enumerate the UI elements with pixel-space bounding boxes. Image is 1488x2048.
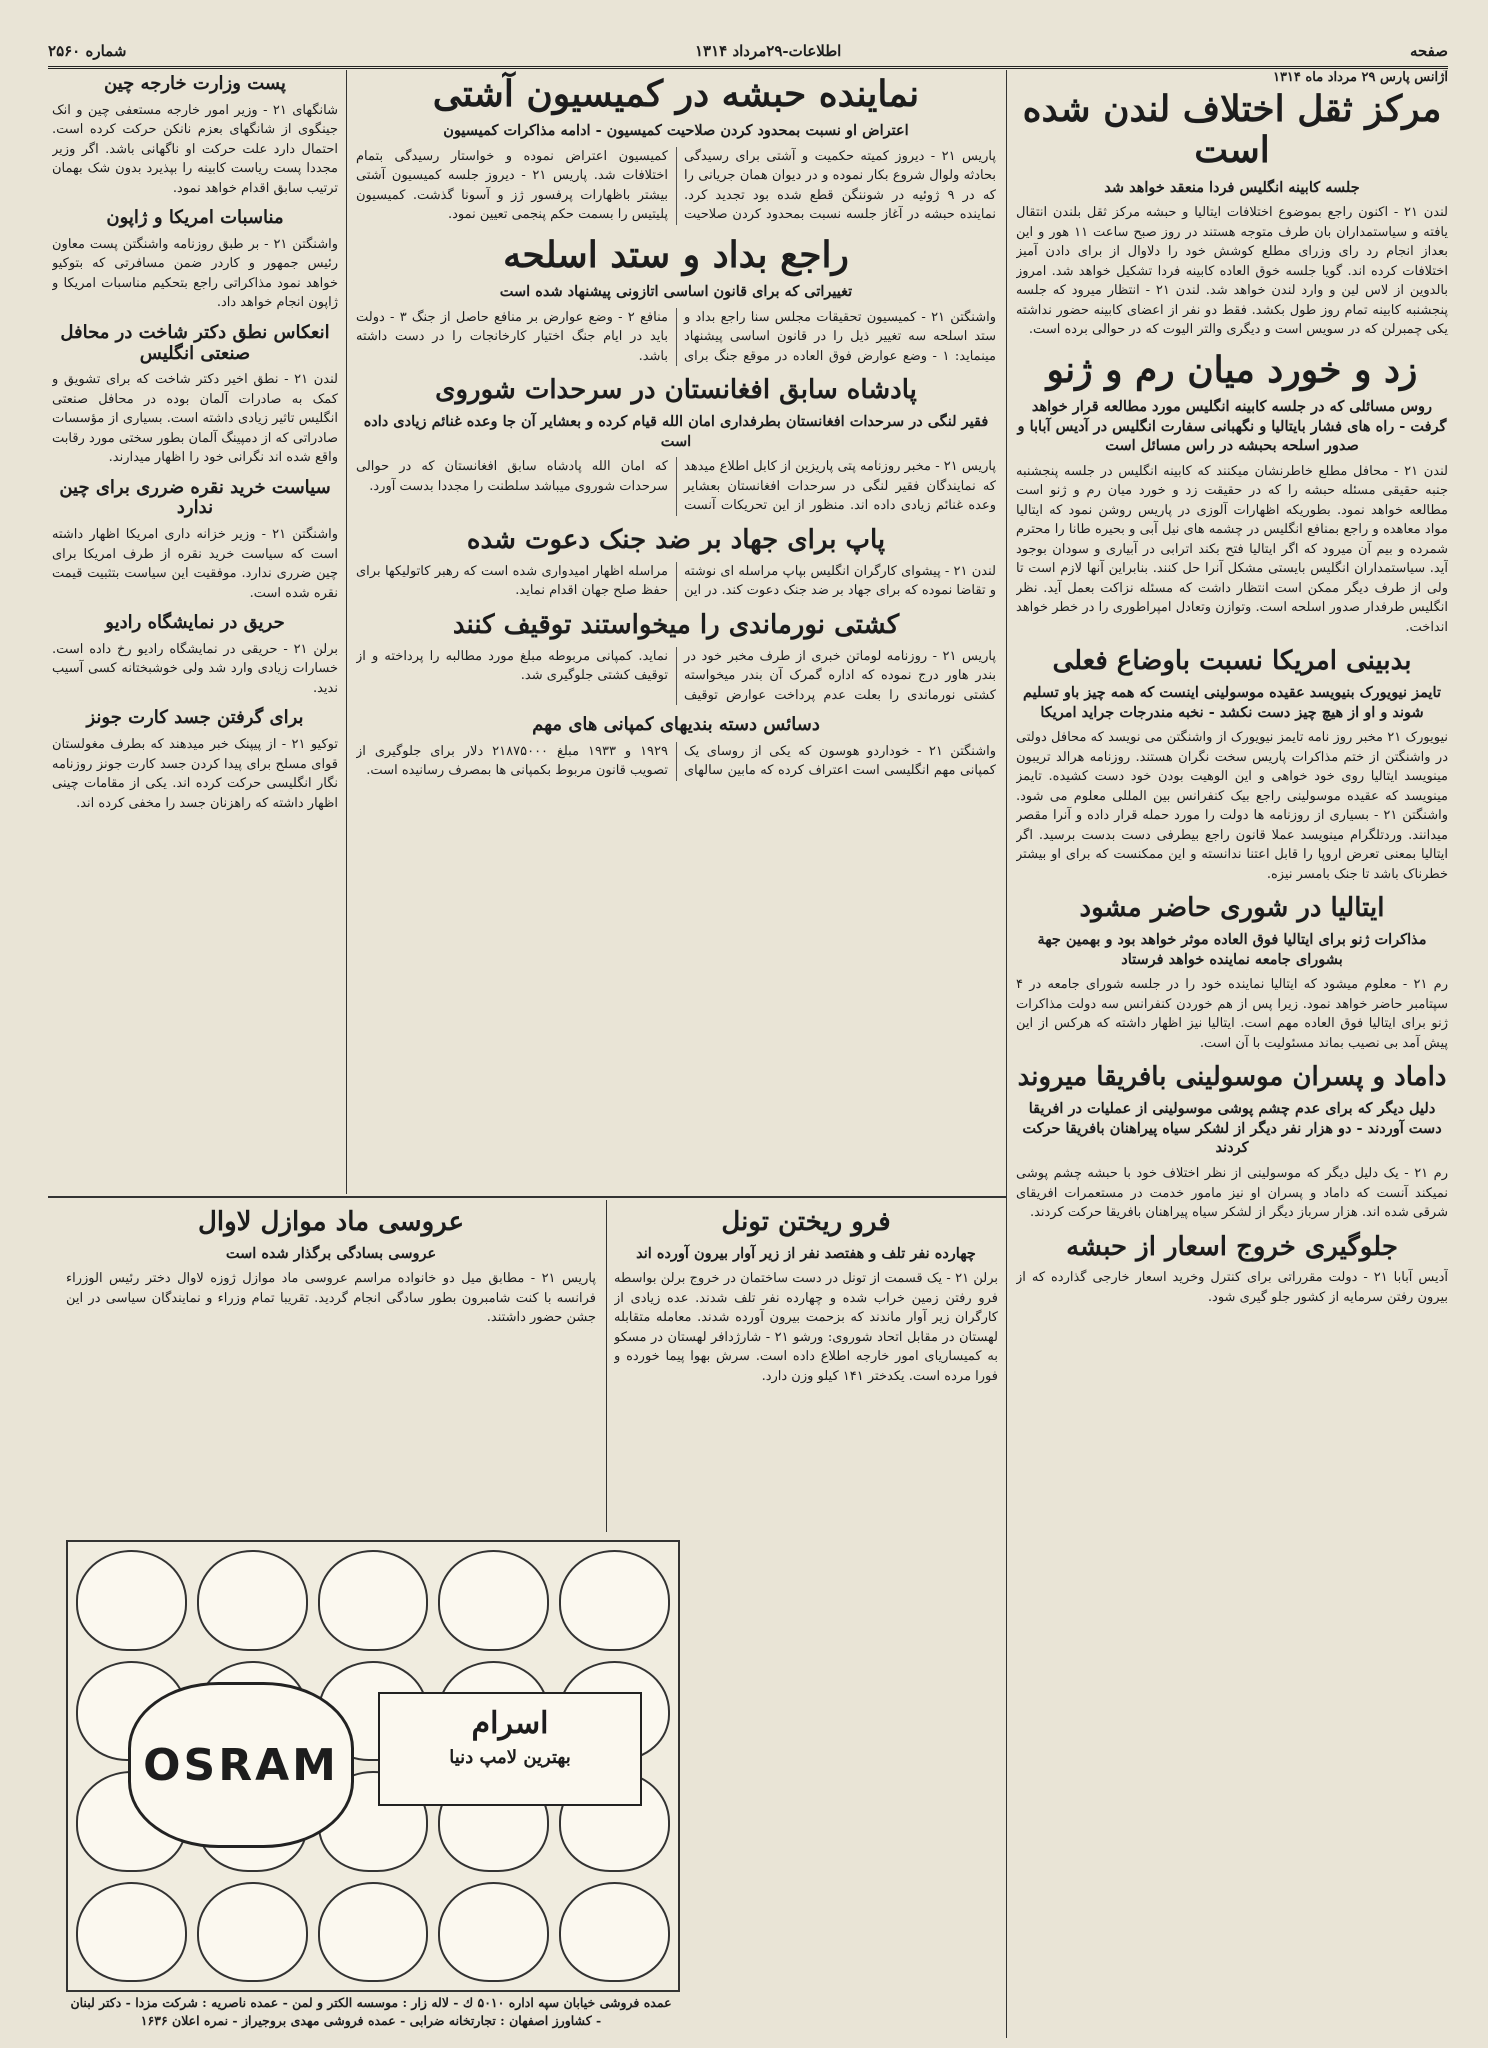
right-column: [1016, 70, 1448, 2038]
article-body: لندن ۲۱ - نطق اخیر دکتر شاخت که برای تشویق و کمک به صادرات آلمان بوده در محافل صنعتی انگلیس تاثیر زیادی داشته است. بسیاری از مؤسسات صادراتی که از دمپینگ آلمان بطور سختی مورد رقابت واقع شده اند نگرانی خود را اظهار میدارند.: [52, 372, 338, 466]
masthead: [48, 20, 1448, 69]
lightbulb-icon: [438, 1550, 549, 1651]
headline: سیاست خرید نقره ضرری برای چین ندارد: [59, 476, 331, 519]
lightbulb-icon: [197, 1550, 308, 1651]
headline: بدبینی امریکا نسبت باوضاع فعلی: [1052, 646, 1412, 677]
subheadline: چهارده نفر تلف و هفتصد نفر از زیر آوار بیرون آورده اند: [636, 1244, 976, 1262]
article-tunnel-collapse: [614, 1208, 998, 1386]
subheadline: دلیل دیگر که برای عدم چشم پوشی موسولینی از عملیات در افریقا دست آوردند - دو هزار نفر دیگر از لشکر سیاه پیراهنان بافریقا حرکت کردند: [1022, 1100, 1442, 1157]
issue-number: شماره ۲۵۶۰: [48, 42, 127, 60]
article-body: آدیس آبابا ۲۱ - دولت مقرراتی برای کنترل وخرید اسعار خارجی گذارده که از بیرون رفتن سرمایه از کشور جلو گیری شود.: [1016, 1270, 1448, 1305]
article-china-foreign-ministry: [52, 74, 338, 198]
headline: مناسبات امریکا و ژاپون: [106, 207, 284, 229]
subheadline: فقیر لنگی در سرحدات افغانستان بطرفداری امان الله قیام کرده و بعشایر آن جا وعده غنائم زیادی داده است: [363, 413, 989, 450]
lightbulb-icon: [559, 1550, 670, 1651]
lightbulb-icon: [318, 1882, 429, 1983]
headline: جلوگیری خروج اسعار از حبشه: [1066, 1231, 1398, 1262]
article-schacht-speech: [52, 323, 338, 468]
article-america-pessimism: [1016, 647, 1448, 884]
article-mussolini-sons: [1016, 1063, 1448, 1222]
lightbulb-icon: [559, 1882, 670, 1983]
subheadline: مذاکرات ژنو برای ایتالیا فوق العاده موثر خواهد بود و بهمین جهة بشورای جامعه نماینده خواهد فرستاد: [1037, 931, 1427, 968]
article-body: واشنگتن ۲۱ - بر طبق روزنامه واشنگتن پست معاون رئیس جمهور و کاردر ضمن مسافرتی که بتوکیو خواهد نمود مذاکراتی راجع بتحکیم مناسبات امریکا و ژاپون انجام خواهد داد.: [52, 236, 338, 311]
article-radio-fire: [52, 613, 338, 698]
ad-text-box: [378, 1692, 642, 1806]
headline: زد و خورد میان رم و ژنو: [1046, 348, 1418, 391]
left-column: [52, 70, 338, 1190]
article-body: رم ۲۱ - معلوم میشود که ایتالیا نماینده خود را در جلسه شورای جامعه در ۴ سپتامبر حاضر خواهد نمود. زیرا پس از هم خوردن کنفرانس سه دولت مذاکرات ژنو برای ایتالیا فوق العاده مهم است. ایتالیا نیز اظهار داشته که هرکس از این پیش آمد بی نصیب بماند مسئولیت با آن است.: [1016, 977, 1448, 1051]
lightbulb-icon: [197, 1882, 308, 1983]
headline: کشتی نورماندی را میخواستند توقیف کنند: [452, 609, 900, 640]
article-body: شانگهای ۲۱ - وزیر امور خارجه مستعفی چین و انک جینگوی از شانگهای بعزم نانکن حرکت کرده است. احتمال دارد علت حرکت او ناگهانی باشد. اگر وزیر مجددا پست ریاست کابینه را بپذیرد بدون شک بهمان ترتیب سابق اقدام خواهد نمود.: [52, 102, 338, 196]
article-body: برلن ۲۱ - یک قسمت از تونل در دست ساختمان در خروج برلن بواسطه فرو رفتن زمین خراب شده و چهارده نفر تلف شدند. عده زیادی از کارگران زیر آوار ماندند که بزحمت بیرون آورده شدند. معامله متقابله لهستان در مقابل اتحاد شوروی: ورشو ۲۱ - شارژدافر لهستان در مسکو به کمیساریای امور خارجه اطلاع داده است. سرش بهوا پیما خورده و فورا مرده است. یکدختر ۱۴۱ کیلو وزن دارد.: [614, 1271, 998, 1384]
osram-advertisement: [66, 1540, 680, 1992]
article-body: واشنگتن ۲۱ - کمیسیون تحقیقات مجلس سنا راجع بداد و ستد اسلحه سه تغییر ذیل را در قانون اساسی پیشنهاد مینماید: ۱ - وضع عوارض فوق العاده در موقع جنگ برای منافع ۲ - وضع عوارض بر منافع حاصل از جنگ ۳ - دولت باید در ایام جنگ اختیار کارخانجات را در دست داشته باشد.: [356, 309, 996, 364]
article-currency-exit: [1016, 1233, 1448, 1308]
article-body: نیویورک ۲۱ مخبر روز نامه تایمز نیویورک از واشنگتن می نویسد که محافل دولتی در واشنگتن از ختم مذاکرات پاریس سخت نگران هستند. روزنامه هرالد تریبون مینویسد ایتالیا روی خود خواهی و این الوهیت بودن خود دست کشیده. تایمز مینویسد که عقیده موسولینی راجع بیک کنفرانس بین المللی معلوم می شود. واشنگتن ۲۱ - بسیاری از روزنامه ها دولت را مورد حمله قرار داده و آنرا مقصر میدانند. وردتلگرام مینویسد عملا قانون راجع بیطرفی دست بدست برسید. اگر ایتالیا بمعنی تعرض اروپا را قابل اعتنا ندانسته و این ممکنست که برای او بیشتر خطرناک باشد تا جنک بامسر نیزه.: [1016, 730, 1448, 882]
column-rule: [606, 1200, 607, 1532]
lightbulb-icon: [76, 1882, 187, 1983]
article-laval-wedding: [66, 1208, 596, 1328]
article-london-center: [1016, 89, 1448, 340]
headline: پادشاه سابق افغانستان در سرحدات شوروی: [435, 375, 917, 406]
subheadline: جلسه کابینه انگلیس فردا منعقد خواهد شد: [1104, 178, 1360, 196]
headline: حریق در نمایشگاه رادیو: [105, 612, 285, 634]
headline: داماد و پسران موسولینی بافریقا میروند: [1017, 1062, 1447, 1093]
agency-dateline: آژانس پارس ۲۹ مرداد ماه ۱۳۱۴: [1272, 70, 1448, 85]
article-normandie: [356, 611, 996, 705]
article-rome-geneva: [1016, 350, 1448, 638]
headline: ایتالیا در شوری حاضر مشود: [1079, 893, 1385, 924]
article-body: واشنگتن ۲۱ - وزیر خزانه داری امریکا اظهار داشته است که سیاست خرید نقره از طرف امریکا برای چین ضرری ندارد. موفقیت این سیاست بتثبیت قیمت نقره شده است.: [52, 527, 338, 601]
column-rule: [1006, 70, 1007, 2038]
article-jones-body: [52, 708, 338, 813]
headline: پاپ برای جهاد بر ضد جنک دعوت شده: [466, 524, 886, 555]
subheadline: تغییراتی که برای قانون اساسی اتازونی پیشنهاد شده است: [499, 283, 853, 301]
article-body: لندن ۲۱ - پیشوای کارگران انگلیس بپاپ مراسله ای نوشته و تقاضا نموده که برای جهاد بر ضد جنک دعوت کند. در این مراسله اظهار امیدواری شده است که رهبر کاتولیکها برای حفظ صلح جهان اقدام نماید.: [356, 563, 996, 599]
ad-distributors: عمده فروشی خیابان سپه اداره ۵۰۱۰ ك - لاله زار : موسسه الکتر و لمن - عمده ناصریه : شرکت مزدا - دکتر لبنان - کشاورز اصفهان : تجارتخانه ضرابی - عمده فروشی مهدی بروجیراز - نمره اعلان ۱۶۳۶: [70, 1995, 672, 2028]
article-body: پاریس ۲۱ - روزنامه لوماتن خبری از طرف مخبر خود در بندر هاور درج نموده که اداره گمرک آن بندر میخواسته کشتی نورماندی را بعلت عدم پرداخت عوارض توقیف نماید. کمپانی مربوطه مبلغ مورد مطالبه را پرداخته و از توقیف کشتی جلوگیری شد.: [356, 648, 996, 703]
headline: نماینده حبشه در کمیسیون آشتی: [432, 73, 920, 115]
headline: فرو ریختن تونل: [721, 1207, 891, 1237]
subheadline: عروسی بسادگی برگذار شده است: [225, 1244, 437, 1262]
article-body: رم ۲۱ - یک دلیل دیگر که موسولینی از نظر اختلاف خود با حبشه چشم پوشی نمیکند آنست که داماد و پسران او نیز مامور خدمت در مستعمرات افریقای شرقی شده اند. هزار سرباز دیگر از لشکر سیاه پیراهنان بافریقا حرکت کردند.: [1016, 1166, 1448, 1221]
headline: عروسی ماد موازل لاوال: [198, 1207, 464, 1237]
page-label: صفحه: [1409, 42, 1448, 60]
article-italy-council: [1016, 894, 1448, 1053]
subheadline: تایمز نیویورک بنیویسد عقیده موسولینی اینست که همه چیز باو تسلیم شوند و او از هیچ چیز دست نکشد - نخبه مندرجات جراید امریکا: [1022, 684, 1442, 721]
lightbulb-icon: [318, 1550, 429, 1651]
section-rule: [48, 1196, 1006, 1198]
headline: راجع بداد و ستد اسلحه: [503, 233, 849, 276]
article-body: توکیو ۲۱ - از پیپنک خبر میدهند که بطرف مغولستان قوای مسلح برای پیدا کردن جسد کارت جونز روزنامه نگار انگلیسی حرکت کرده اند. یکی از مقامات چینی اظهار داشته که راهزنان جسد را مخفی کرده اند.: [52, 737, 338, 811]
ad-product-name: اسرام: [471, 1706, 549, 1741]
brand-logo: OSRAM: [128, 1682, 354, 1848]
masthead-date: اطلاعات-۲۹مرداد ۱۳۱۴: [694, 42, 842, 60]
article-company-intrigues: [356, 715, 996, 781]
lightbulb-icon: [438, 1882, 549, 1983]
lightbulb-icon: [76, 1550, 187, 1651]
headline: دسائس دسته بندیهای کمپانی های مهم: [532, 714, 820, 736]
article-body: لندن ۲۱ - اکنون راجع بموضوع اختلافات ایتالیا و حبشه مرکز ثقل بلندن انتقال یافته و سیاستمداران بان طرف متوجه هستند در روز صبح ساعت ۱۱ هور و این بعداز انجام رد رای وزرای مطلع کوشش خود را دلاوال از برای دادن آمیز اختلافات کرده اند. گویا جلسه خوق العاده کابینه فردا تشکیل خواهد شد. امروز بالدوین از لاس لین و وارد لندن خواهد شد. لندن ۲۱ - انتظار میرود که جلسه پنجشنبه کابینه تمام روز طول بکشد. فقط دو نفر از اعضای کابینه حضور نداشته یکی چمبرلن که در سویس است و دیگری والتر الیوت که در حوالی برده است.: [1016, 205, 1448, 338]
article-body: لندن ۲۱ - محافل مطلع خاطرنشان میکنند که کابینه انگلیس در جلسه پنجشنبه جنبه حقیقی مسئله حبشه را که در حقیقت زد و خورد میان رم و ژنو است مطالعه خواهد نمود. بطوریکه اظهارات آلوزی در پاریس روشن نمود که ایتالیا مواد معاهده و راجع بمنافع انگلیس در چشمه های نیل آبی و بحیره طانا را محترم شمرده و بیم آن میرود که اگر ایتالیا فتح بکند اترابی در آبیاری و سودان بوجود آید. سیاستمداران انگلیس بایستی مشکل آنرا حل کنند. بنابراین آنها لازم است تا ولی از طرف دیگر ممکن است انتظار داشت که مسئله نزاکت بعمل آید. نظر انگلیس طرفدار صدور اسلحه است. وتوازن وتعادل امپراطوری را در خطر خواهد انداخت.: [1016, 463, 1448, 635]
article-silver-policy: [52, 478, 338, 603]
column-rule: [346, 70, 347, 1194]
headline: مرکز ثقل اختلاف لندن شده است: [1022, 88, 1442, 172]
article-ethiopia-commission: [356, 74, 996, 225]
ad-tagline: بهترین لامپ دنیا: [449, 1747, 571, 1768]
article-body: پاریس ۲۱ - مطابق میل دو خانواده مراسم عروسی ماد موازل ژوزه لاوال دختر رئیس الوزراء فرانسه با کنت شامبرون بطور سادگی انجام گردید. تقریبا تمام وزراء و نمایندگان سیاسی در این جشن حضور داشتند.: [66, 1271, 596, 1326]
article-us-japan: [52, 208, 338, 313]
article-body: واشنگتن ۲۱ - خوداردو هوسون که یکی از روسای یک کمپانی مهم انگلیسی است اعتراف کرده که مابین سالهای ۱۹۲۹ و ۱۹۳۳ مبلغ ۲۱۸۷۵۰۰۰ دلار برای جلوگیری از تصویب قانون مربوط بکمپانی ها بمصرف رسانیده است.: [356, 743, 996, 779]
middle-column: [356, 70, 996, 1190]
article-pope: [356, 526, 996, 601]
headline: انعکاس نطق دکتر شاخت در محافل صنعتی انگلیس: [60, 321, 330, 364]
article-body: برلن ۲۱ - حریقی در نمایشگاه رادیو رخ داده است. خسارات زیادی وارد شد ولی خوشبختانه کسی آسیب ندید.: [52, 641, 338, 696]
article-afghan-king: [356, 376, 996, 516]
subheadline: اعتراض او نسبت بمحدود کردن صلاحیت کمیسیون - ادامه مذاکرات کمیسیون: [443, 122, 909, 140]
headline: پست وزارت خارجه چین: [104, 73, 286, 94]
subheadline: روس مسائلی که در جلسه کابینه انگلیس مورد مطالعه قرار خواهد گرفت - راه های فشار بایتالیا و نگهبانی سفارت انگلیس در آدیس آبابا و صدور اسلحه بحبشه در راس مسائل است: [1017, 398, 1447, 455]
article-body: پاریس ۲۱ - مخبر روزنامه پتی پاریزین از کابل اطلاع میدهد که نمایندگان فقیر لنگی در سرحدات افغانستان بعشایر وعده غنائم زیادی داده اند. منظور از این تحریکات آنست که امان الله پادشاه سابق افغانستان که در حوالی سرحدات شوروی میباشد سلطنت را مجددا بدست آورد.: [356, 459, 996, 514]
article-body: پاریس ۲۱ - دیروز کمیته حکمیت و آشتی برای رسیدگی بحادثه ولوال شروع بکار نموده و در دیوان همان جریانی را که در ۹ ژوئیه در شوننگن قطع شده بود تجدید کرد. نماینده حبشه در آغاز جلسه نسبت بمحدود کردن صلاحیت کمیسیون اعتراض نموده و خواستار رسیدگی بتمام اختلافات شد. پاریس ۲۱ - دیروز جلسه کمیسیون آشتی بیشتر باظهارات پرفسور ژز و آسونا گذشت. کمیسیون پلیتیس را بسمت حکم پنجمی تعیین نمود.: [356, 148, 996, 223]
lower-left-block: [66, 1204, 596, 1530]
headline: برای گرفتن جسد کارت جونز: [86, 707, 304, 729]
article-arms-trade: [356, 235, 996, 366]
